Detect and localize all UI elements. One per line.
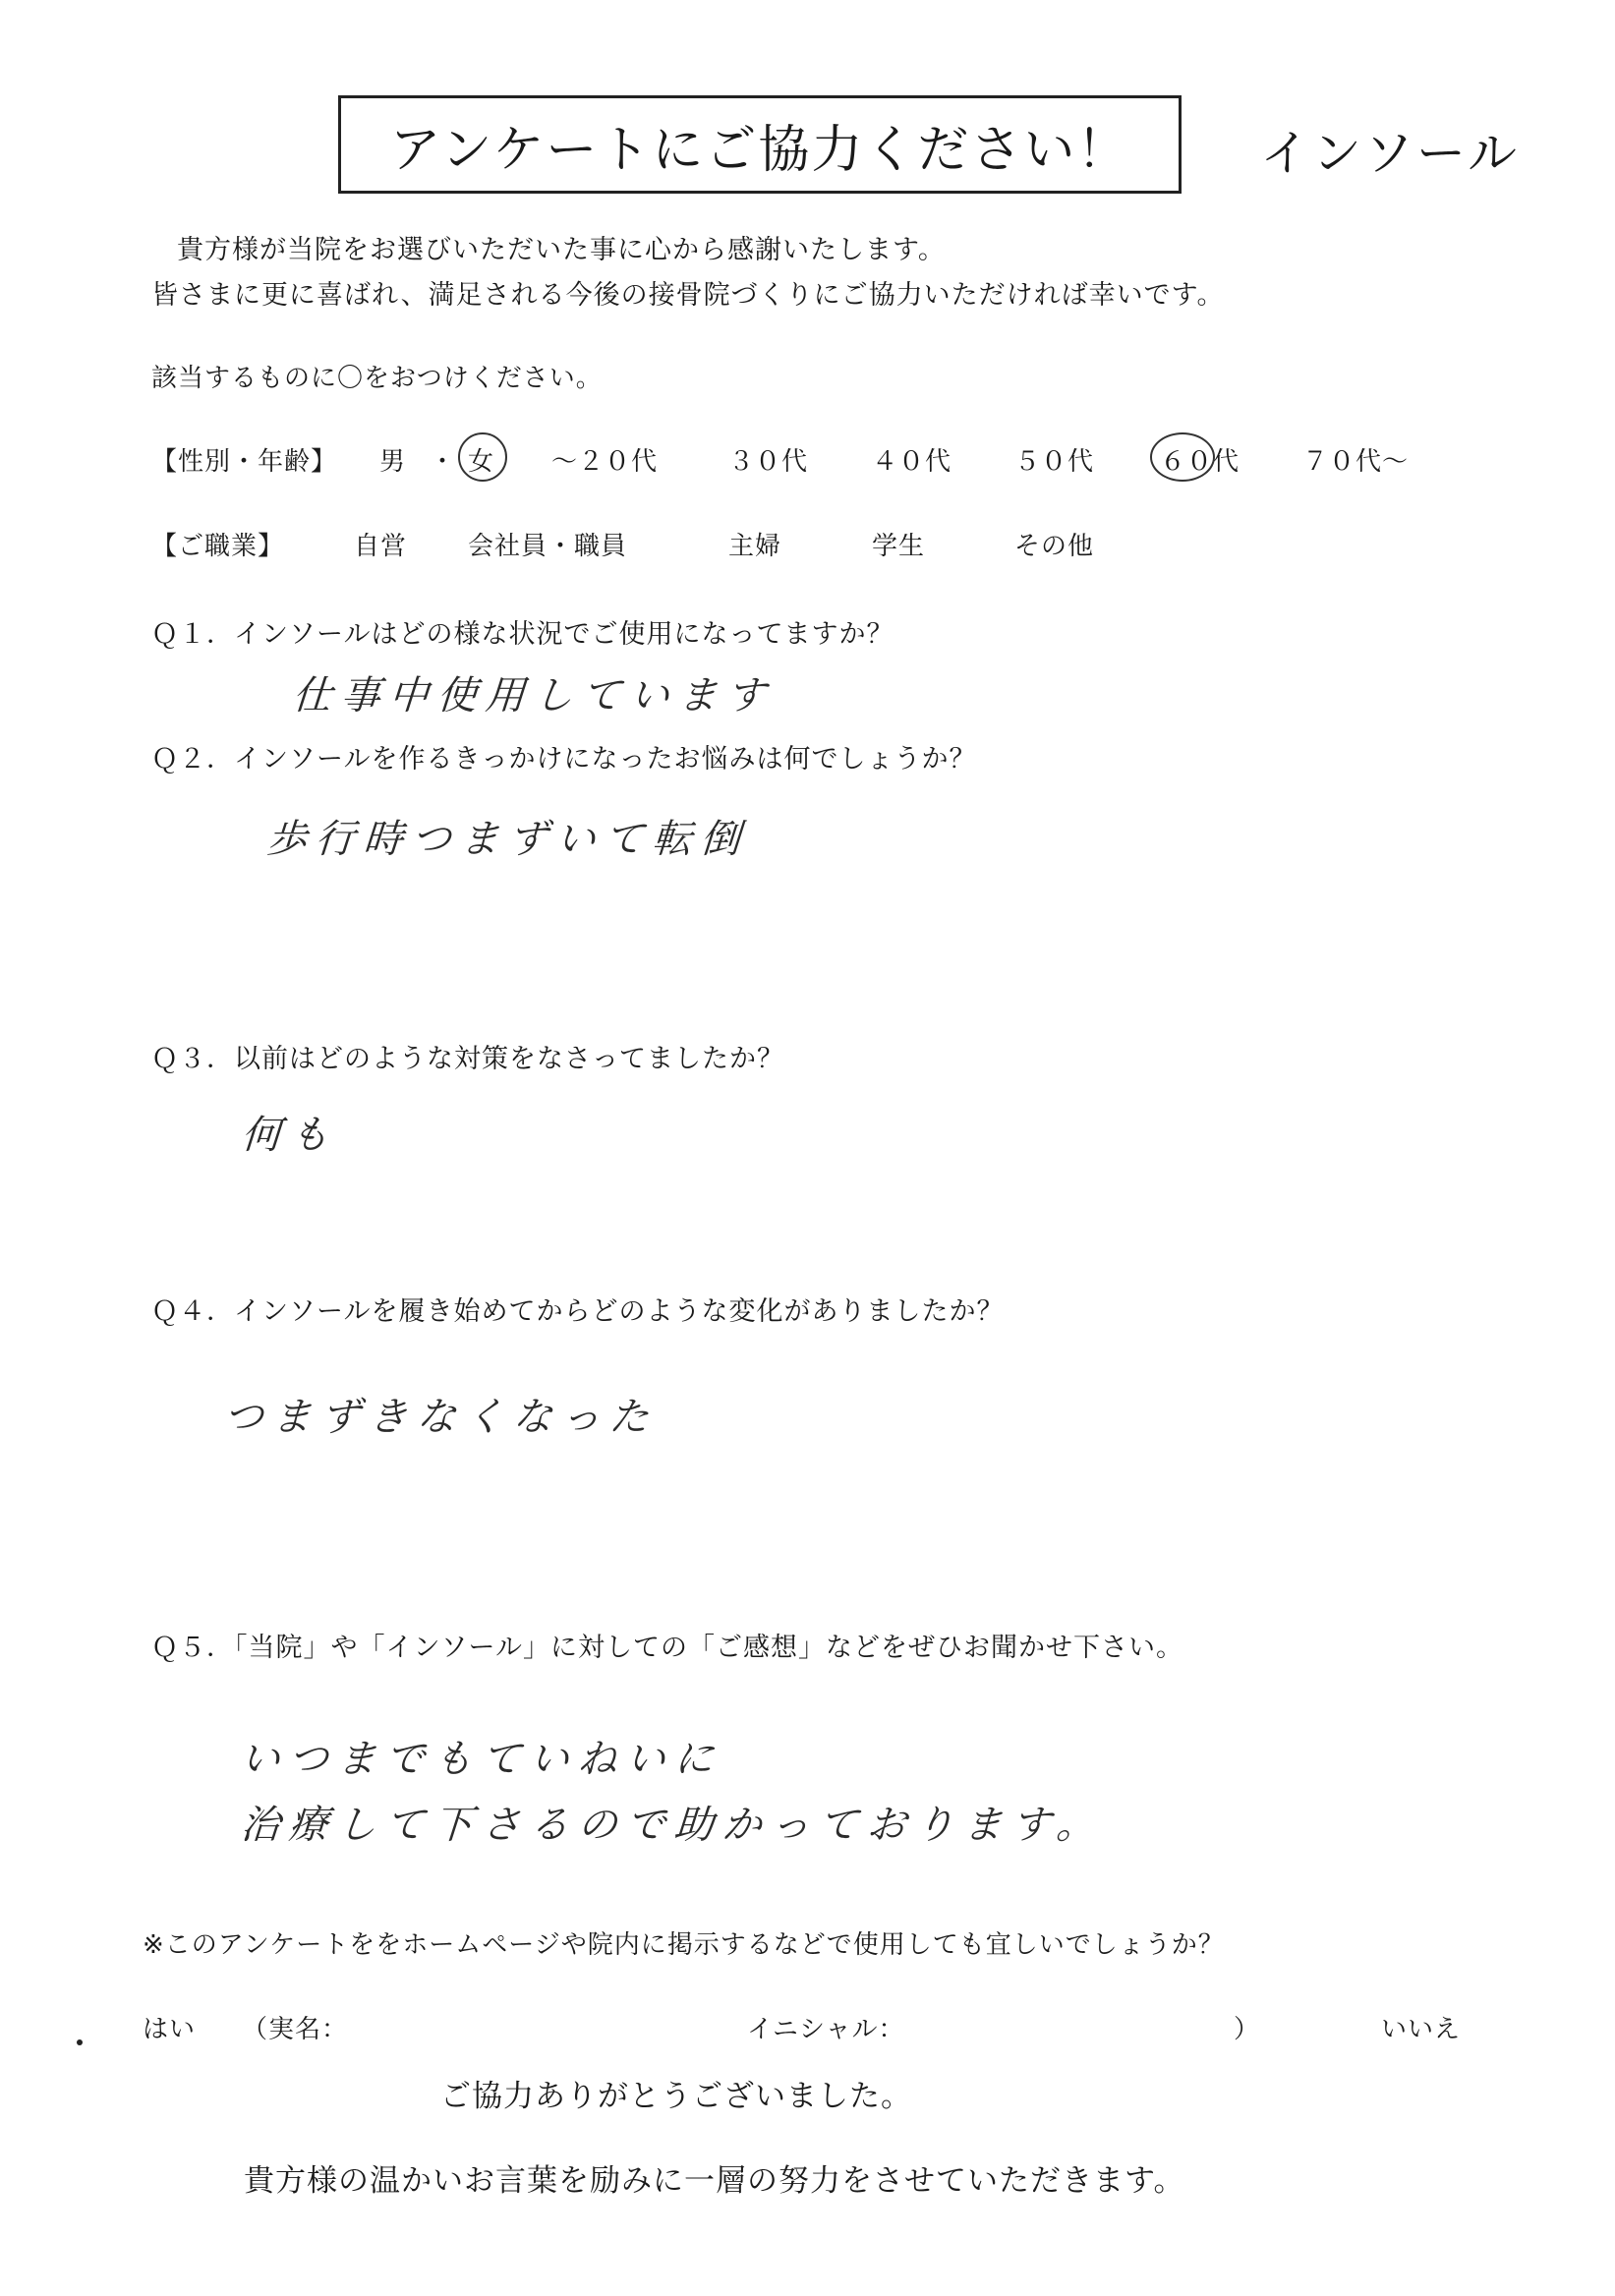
age-option-50s[interactable]: ５０代 bbox=[1014, 447, 1095, 477]
closing-message: 貴方様の温かいお言葉を励みに一層の努力をさせていただきます。 bbox=[244, 2163, 1185, 2199]
question-4-answer[interactable]: つまずきなくなった bbox=[222, 1395, 660, 1440]
gender-separator: ・ bbox=[430, 447, 457, 477]
consent-no-option[interactable]: いいえ bbox=[1381, 2015, 1462, 2044]
question-1-answer[interactable]: 仕事中使用しています bbox=[291, 673, 777, 718]
consent-close-paren: ） bbox=[1234, 2015, 1261, 2044]
age-option-40s[interactable]: ４０代 bbox=[872, 447, 952, 477]
occupation-student[interactable]: 学生 bbox=[872, 532, 926, 561]
question-4-label: Ｑ４．インソールを履き始めてからどのような変化がありましたか？ bbox=[151, 1296, 1005, 1327]
question-5-answer-line-2[interactable]: 治療して下さるので助かっております。 bbox=[239, 1803, 1107, 1848]
instruction-text: 該当するものに〇をおつけください。 bbox=[151, 364, 603, 393]
intro-line-2: 皆さまに更に喜ばれ、満足される今後の接骨院づくりにご協力いただければ幸いです。 bbox=[151, 280, 1225, 311]
stray-mark bbox=[77, 2039, 83, 2045]
intro-line-1: 貴方様が当院をお選びいただいた事に心から感謝いたします。 bbox=[177, 235, 946, 265]
question-2-label: Ｑ２．インソールを作るきっかけになったお悩みは何でしょうか？ bbox=[151, 744, 977, 775]
consent-real-name-label: （実名： bbox=[242, 2015, 349, 2044]
occupation-homemaker[interactable]: 主婦 bbox=[728, 532, 782, 561]
consent-initial-label: イニシャル： bbox=[747, 2015, 905, 2044]
question-5-label: Ｑ５．「当院」や「インソール」に対しての「ご感想」などをぜひお聞かせ下さい。 bbox=[151, 1633, 1183, 1663]
age-option-20s[interactable]: ～２０代 bbox=[551, 447, 659, 477]
question-5-answer-line-1[interactable]: いつまでもていねいに bbox=[239, 1737, 724, 1782]
question-3-label: Ｑ３．以前はどのような対策をなさってましたか？ bbox=[151, 1044, 784, 1074]
occupation-other[interactable]: その他 bbox=[1014, 532, 1095, 561]
occupation-self-employed[interactable]: 自営 bbox=[354, 532, 408, 561]
age-option-70s[interactable]: ７０代～ bbox=[1302, 447, 1410, 477]
gender-male-option[interactable]: 男 bbox=[379, 447, 407, 477]
female-selection-circle bbox=[458, 432, 507, 482]
age-option-30s[interactable]: ３０代 bbox=[728, 447, 809, 477]
question-1-label: Ｑ１．インソールはどの様な状況でご使用になってますか？ bbox=[151, 619, 894, 650]
page-title: アンケートにご協力ください！ bbox=[389, 120, 1130, 180]
question-3-answer[interactable]: 何も bbox=[240, 1113, 340, 1158]
consent-yes-option[interactable]: はい bbox=[143, 2015, 197, 2044]
gender-female-option[interactable]: 女 bbox=[468, 447, 495, 477]
question-2-answer[interactable]: 歩行時つまずいて転倒 bbox=[265, 817, 751, 862]
closing-thanks: ご協力ありがとうございました。 bbox=[440, 2079, 912, 2114]
product-name: インソール bbox=[1260, 125, 1520, 182]
age-60s-selection-circle bbox=[1150, 432, 1215, 482]
age-option-60s[interactable]: ６０代 bbox=[1160, 447, 1240, 477]
consent-question: ※このアンケートををホームページや院内に掲示するなどで使用しても宜しいでしょうか？ bbox=[143, 1930, 1225, 1960]
title-box bbox=[338, 95, 1182, 194]
occupation-label: 【ご職業】 bbox=[151, 532, 285, 561]
occupation-employee[interactable]: 会社員・職員 bbox=[468, 532, 628, 561]
gender-age-label: 【性別・年齢】 bbox=[151, 447, 338, 477]
